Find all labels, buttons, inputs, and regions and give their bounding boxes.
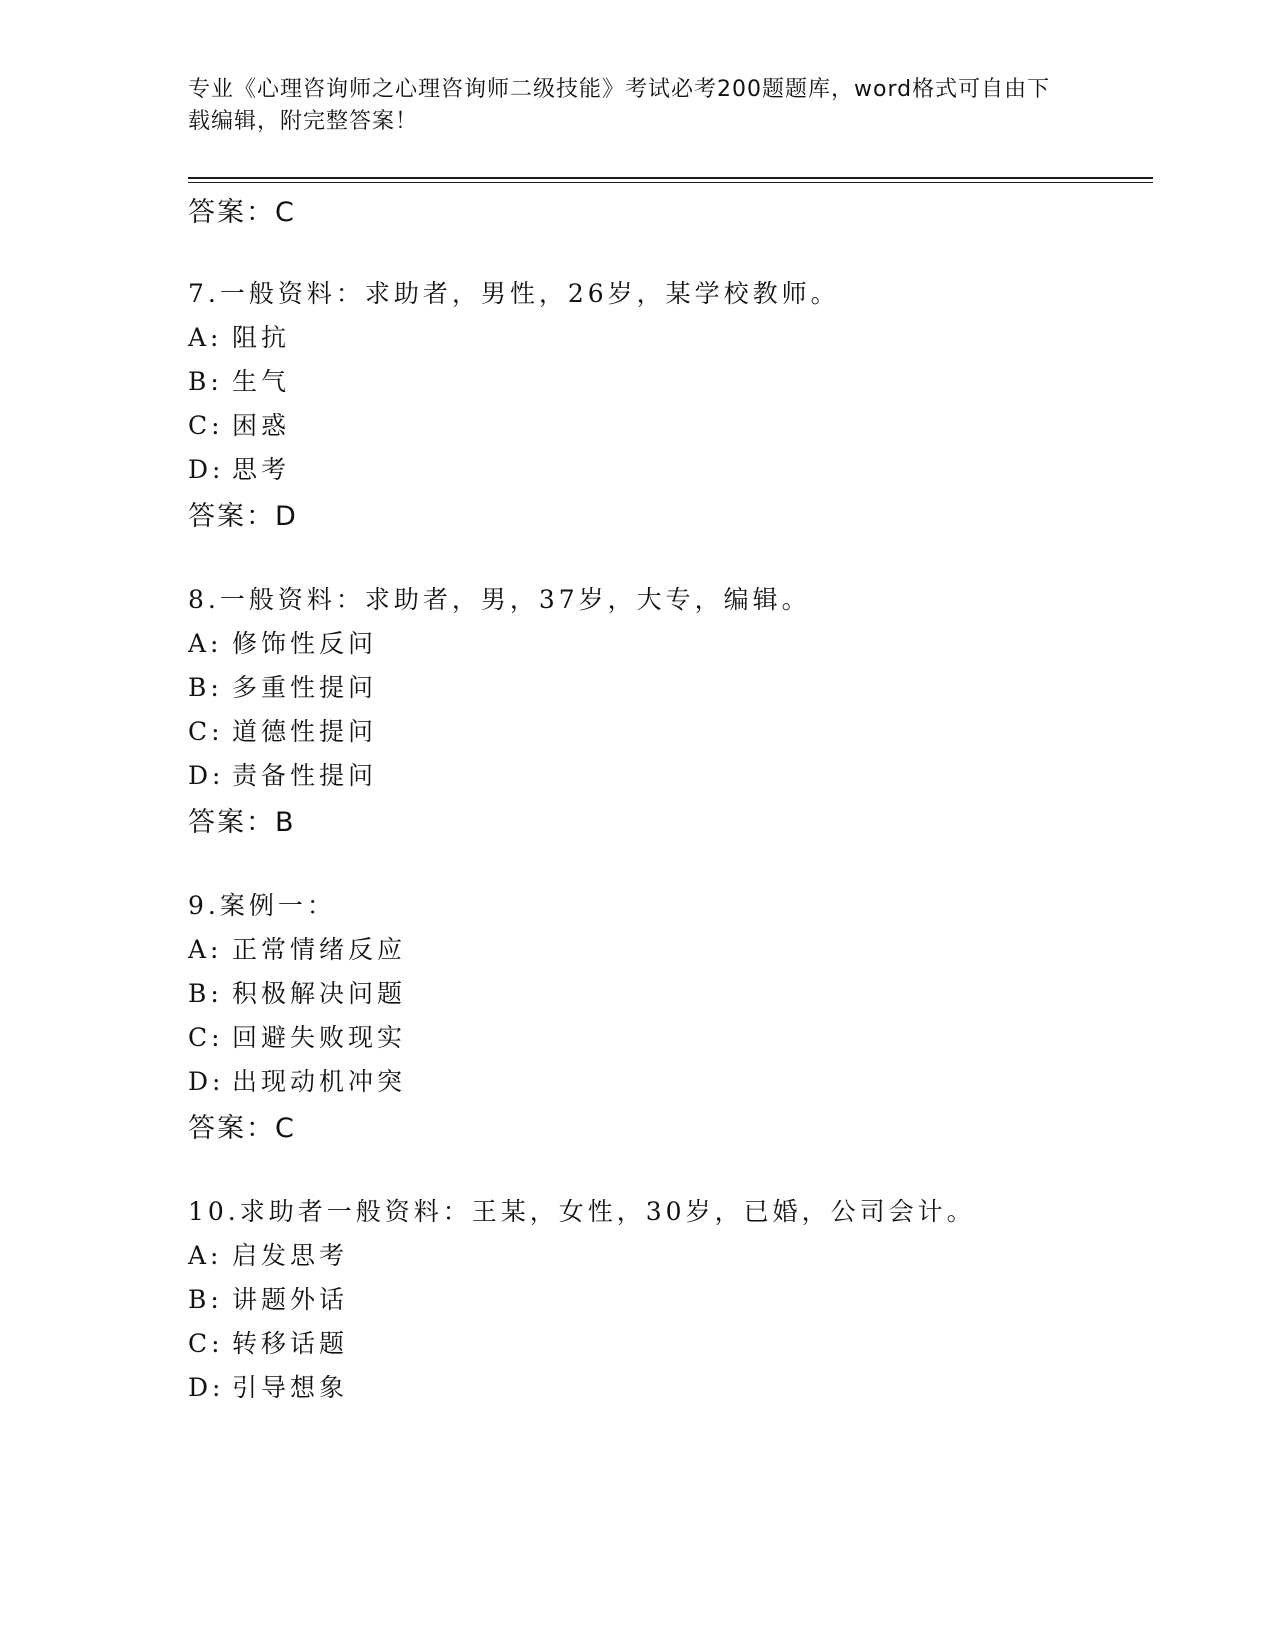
option-text: 回避失败现实 [232, 1023, 407, 1052]
option-d [188, 756, 377, 792]
question-stem: 9.案例一： [188, 891, 336, 920]
option-key: A: [188, 935, 223, 964]
option-c [188, 1324, 348, 1360]
option-text: 启发思考 [232, 1241, 349, 1270]
option-text: 生气 [232, 367, 291, 396]
option-text: 出现动机冲突 [232, 1067, 407, 1096]
option-key: D: [188, 1067, 225, 1096]
option-c [188, 406, 290, 442]
option-key: B: [188, 367, 223, 396]
option-d [188, 1062, 406, 1098]
option-text: 道德性提问 [232, 717, 378, 746]
option-key: C: [188, 717, 224, 746]
option-c [188, 712, 377, 748]
option-key: A: [188, 1241, 223, 1270]
option-key: C: [188, 1329, 224, 1358]
header-rule-thick [188, 177, 1153, 179]
answer-label: 答案：D [188, 501, 298, 532]
option-a [188, 624, 377, 660]
option-text: 责备性提问 [232, 761, 378, 790]
option-text: 多重性提问 [232, 673, 378, 702]
answer-label: 答案：C [188, 1113, 296, 1144]
option-key: D: [188, 761, 225, 790]
answer-label: 答案：C [188, 197, 296, 228]
question-stem: 7.一般资料：求助者，男性，26岁，某学校教师。 [188, 279, 840, 308]
option-b [188, 362, 290, 398]
option-text: 阻抗 [232, 323, 291, 352]
option-key: B: [188, 979, 223, 1008]
answer-label: 答案：B [188, 807, 296, 838]
option-b [188, 1280, 348, 1316]
option-a [188, 1236, 348, 1272]
question-stem: 10.求助者一般资料：王某，女性，30岁，已婚，公司会计。 [188, 1197, 976, 1226]
option-key: C: [188, 411, 224, 440]
option-c [188, 1018, 406, 1054]
option-key: B: [188, 673, 223, 702]
option-key: B: [188, 1285, 223, 1314]
option-d [188, 1368, 348, 1404]
option-b [188, 974, 406, 1010]
option-text: 正常情绪反应 [232, 935, 407, 964]
option-a [188, 930, 406, 966]
option-text: 思考 [232, 455, 291, 484]
option-text: 困惑 [232, 411, 291, 440]
option-key: D: [188, 455, 225, 484]
option-text: 积极解决问题 [232, 979, 407, 1008]
option-key: A: [188, 323, 223, 352]
header-rule-thin [188, 182, 1153, 183]
option-key: A: [188, 629, 223, 658]
option-key: C: [188, 1023, 224, 1052]
option-text: 修饰性反问 [232, 629, 378, 658]
question-stem: 8.一般资料：求助者，男，37岁，大专，编辑。 [188, 585, 811, 614]
option-a [188, 318, 290, 354]
option-b [188, 668, 377, 704]
option-d [188, 450, 290, 486]
option-key: D: [188, 1373, 225, 1402]
option-text: 转移话题 [232, 1329, 349, 1358]
option-text: 讲题外话 [232, 1285, 349, 1314]
document-header: 专业《心理咨询师之心理咨询师二级技能》考试必考200题题库，word格式可自由下载编辑，附完整答案！ [188, 77, 1051, 134]
option-text: 引导想象 [232, 1373, 349, 1402]
